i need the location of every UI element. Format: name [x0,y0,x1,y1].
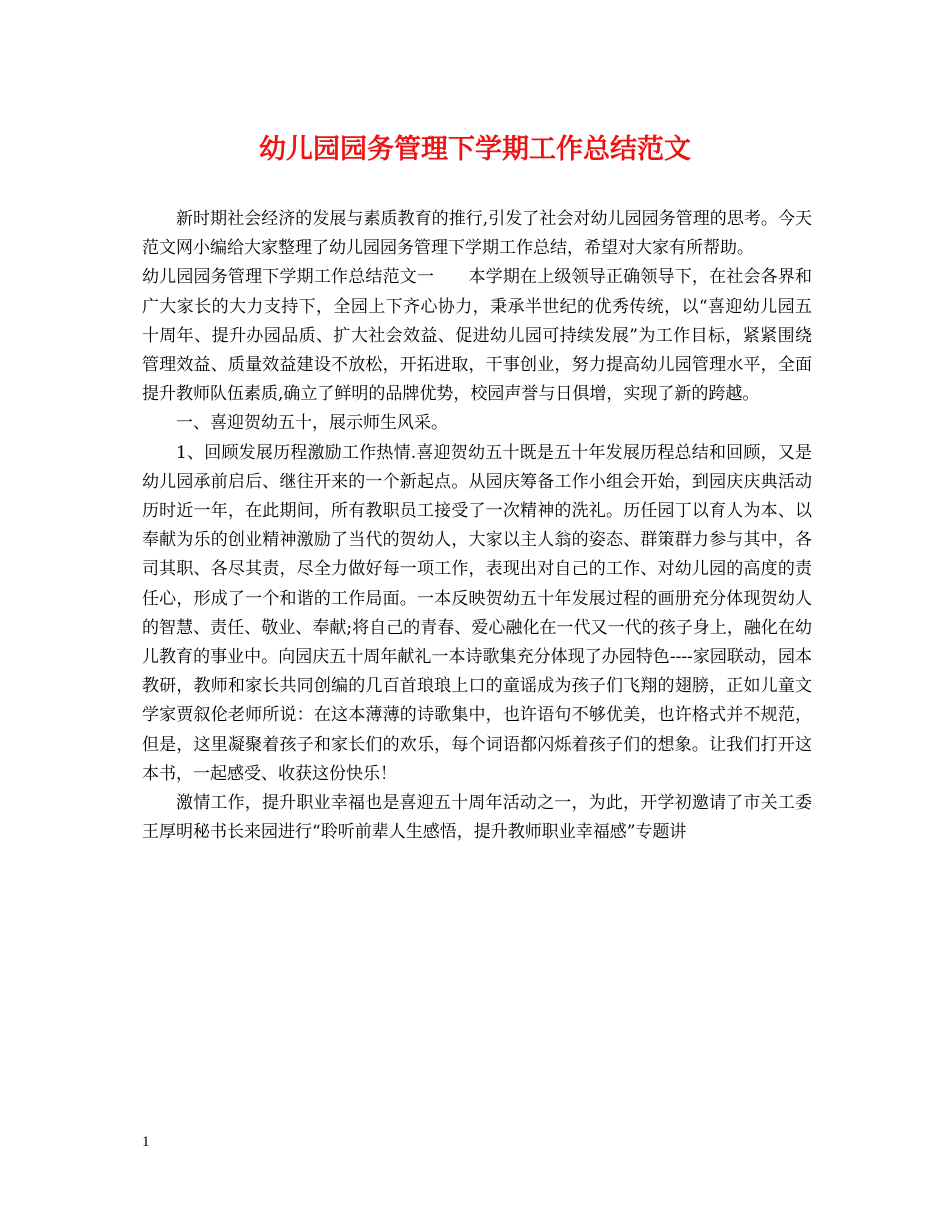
paragraph-history: 1、回顾发展历程激励工作热情.喜迎贺幼五十既是五十年发展历程总结和回顾，又是幼儿园承前启后、继往开来的一个新起点。从园庆筹备工作小组会开始，到园庆庆典活动历时近一年，在此期间，所有教职员工接受了一次精神的洗礼。历任园丁以育人为本、以奉献为乐的创业精神激励了当代的贺幼人，大家以主人翁的姿态、群策群力参与其中，各司其职、各尽其责，尽全力做好每一项工作，表现出对自己的工作、对幼儿园的高度的责任心，形成了一个和谐的工作局面。一本反映贺幼五十年发展过程的画册充分体现贺幼人的智慧、责任、敬业、奉献;将自己的青春、爱心融化在一代又一代的孩子身上，融化在幼儿教育的事业中。向园庆五十周年献礼一本诗歌集充分体现了办园特色----家园联动，园本教研，教师和家长共同创编的几百首琅琅上口的童谣成为孩子们飞翔的翅膀，正如儿童文学家贾叙伦老师所说：在这本薄薄的诗歌集中，也许语句不够优美，也许格式并不规范，但是，这里凝聚着孩子和家长们的欢乐，每个词语都闪烁着孩子们的想象。让我们打开这本书，一起感受、收获这份快乐！ [142,442,812,784]
document-title: 幼儿园园务管理下学期工作总结范文 [259,134,691,165]
paragraph-intro: 新时期社会经济的发展与素质教育的推行,引发了社会对幼儿园园务管理的思考。今天范文网小编给大家整理了幼儿园园务管理下学期工作总结，希望对大家有所帮助。 [142,209,812,259]
page-number: 1 [142,1134,150,1150]
paragraph-passion-work: 激情工作，提升职业幸福也是喜迎五十周年活动之一，为此，开学初邀请了市关工委王厚明秘书长来园进行“聆听前辈人生感悟，提升教师职业幸福感”专题讲 [142,793,812,843]
section-heading-one: 一、喜迎贺幼五十，展示师生风采。 [176,413,448,434]
paragraph-summary-one: 幼儿园园务管理下学期工作总结范文一 本学期在上级领导正确领导下，在社会各界和广大家长的大力支持下，全园上下齐心协力，秉承半世纪的优秀传统，以“喜迎幼儿园五十周年、提升办园品质、扩大社会效益、促进幼儿园可持续发展”为工作目标，紧紧围绕管理效益、质量效益建设不放松，开拓进取，干事创业，努力提高幼儿园管理水平，全面提升教师队伍素质,确立了鲜明的品牌优势，校园声誉与日俱增，实现了新的跨越。 [142,267,812,405]
document-body [142,205,812,847]
